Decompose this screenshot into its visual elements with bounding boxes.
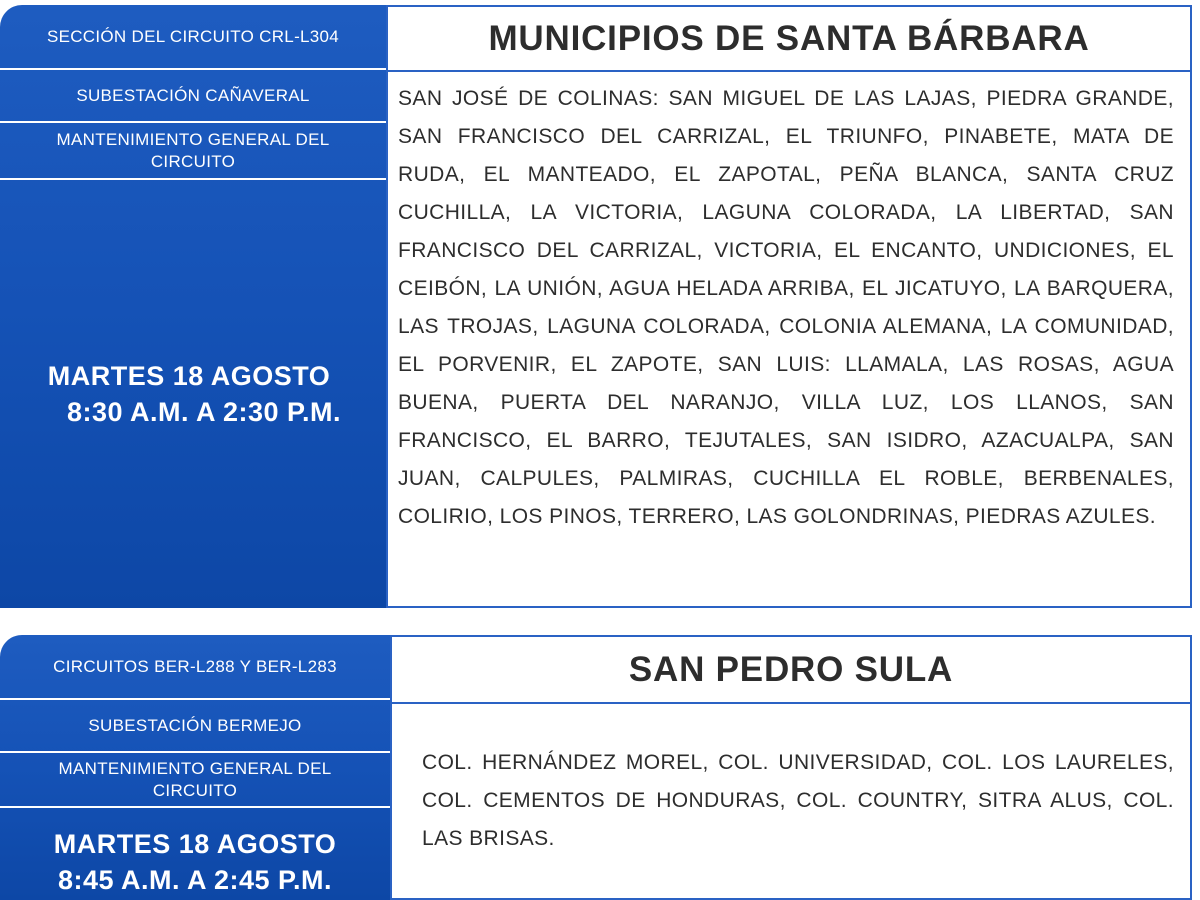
- region-title: SAN PEDRO SULA: [392, 637, 1190, 704]
- circuit-info-panel: [0, 635, 390, 900]
- circuit-label: CIRCUITOS BER-L288 Y BER-L283: [0, 635, 390, 700]
- schedule-time: 8:30 A.M. A 2:30 P.M.: [66, 397, 342, 427]
- circuit-label: SECCIÓN DEL CIRCUITO CRL-L304: [0, 5, 386, 70]
- affected-areas-list: [392, 704, 1190, 898]
- work-type-label: MANTENIMIENTO GENERAL DEL CIRCUITO: [0, 123, 386, 180]
- affected-areas-panel: [390, 635, 1192, 900]
- work-type-label: MANTENIMIENTO GENERAL DEL CIRCUITO: [0, 753, 390, 808]
- substation-label: SUBESTACIÓN BERMEJO: [0, 700, 390, 753]
- affected-areas-text: COL. HERNÁNDEZ MOREL, COL. UNIVERSIDAD, COL. LOS LAURELES, COL. CEMENTOS DE HONDURAS, COL. COUNTRY, SITRA ALUS, COL. LAS BRISAS.: [422, 751, 1174, 850]
- schedule: [0, 180, 386, 608]
- region-title: MUNICIPIOS DE SANTA BÁRBARA: [388, 7, 1190, 72]
- outage-block-santa-barbara: [0, 5, 1200, 608]
- affected-areas-list: SAN JOSÉ DE COLINAS: SAN MIGUEL DE LAS LAJAS, PIEDRA GRANDE, SAN FRANCISCO DEL CARRIZAL, EL TRIUNFO, PINABETE, MATA DE RUDA, EL MANTEADO, EL ZAPOTAL, PEÑA BLANCA, SANTA CRUZ CUCHILLA, LA VICTORIA, LAGUNA COLORADA, LA LIBERTAD, SAN FRANCISCO DEL CARRIZAL, VICTORIA, EL ENCANTO, UNDICIONES, EL CEIBÓN, LA UNIÓN, AGUA HELADA ARRIBA, EL JICATUYO, LA BARQUERA, LAS TROJAS, LAGUNA COLORADA, COLONIA ALEMANA, LA COMUNIDAD, EL PORVENIR, EL ZAPOTE, SAN LUIS: LLAMALA, LAS ROSAS, AGUA BUENA, PUERTA DEL NARANJO, VILLA LUZ, LOS LLANOS, SAN FRANCISCO, EL BARRO, TEJUTALES, SAN ISIDRO, AZACUALPA, SAN JUAN, CALPULES, PALMIRAS, CUCHILLA EL ROBLE, BERBENALES, COLIRIO, LOS PINOS, TERRERO, LAS GOLONDRINAS, PIEDRAS AZULES.: [398, 87, 1174, 528]
- schedule: [0, 808, 390, 900]
- schedule-date: MARTES 18 AGOSTO: [53, 829, 337, 859]
- schedule-date: MARTES 18 AGOSTO: [47, 361, 331, 391]
- circuit-info-panel: [0, 5, 386, 608]
- substation-label: SUBESTACIÓN CAÑAVERAL: [0, 70, 386, 123]
- outage-block-san-pedro-sula: [0, 635, 1200, 900]
- schedule-time: 8:45 A.M. A 2:45 P.M.: [57, 865, 333, 895]
- affected-areas-panel: [386, 5, 1192, 608]
